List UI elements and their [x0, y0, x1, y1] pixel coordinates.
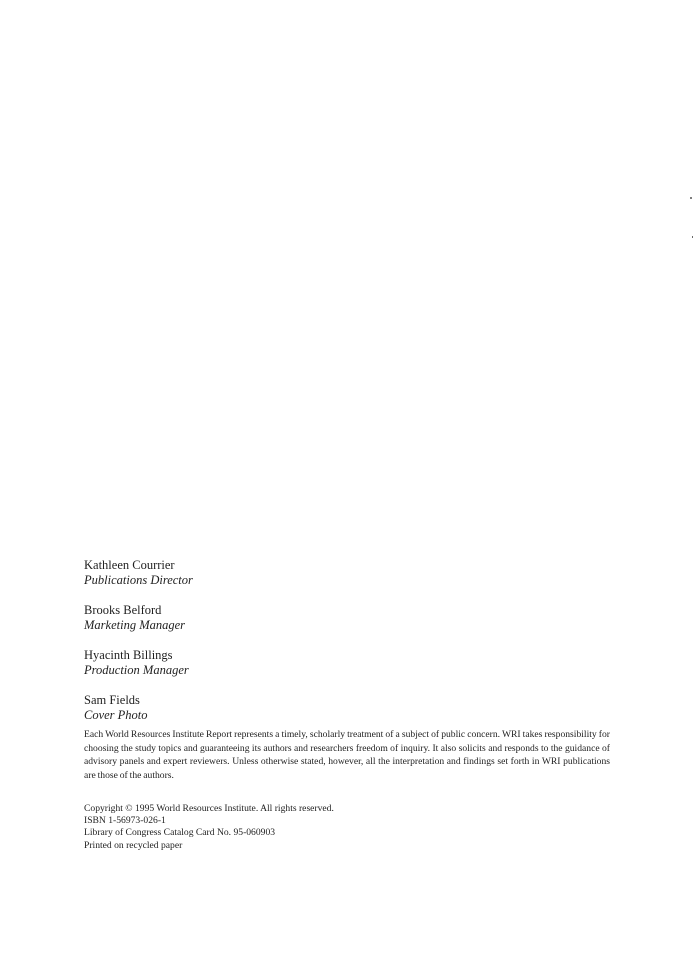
credit-entry: [84, 648, 484, 678]
disclaimer-paragraph: Each World Resources Institute Report represents a timely, scholarly treatment of a subject of public concern. WRI takes responsibility for choosing the study topics and guaranteeing its authors and researchers freedom of inquiry. It also solicits and responds to the guidance of advisory panels and expert reviewers. Unless otherwise stated, however, all the interpretation and findings set forth in WRI publications are those of the authors.: [84, 729, 610, 781]
credit-role: Publications Director: [84, 573, 193, 587]
credit-name: Hyacinth Billings: [84, 648, 173, 662]
catalog-card-line: Library of Congress Catalog Card No. 95-060903: [84, 827, 276, 839]
credit-role: Cover Photo: [84, 708, 148, 722]
credit-role: Marketing Manager: [84, 618, 186, 632]
credit-name: Sam Fields: [84, 693, 140, 707]
credit-name: Kathleen Courrier: [84, 558, 175, 572]
recycled-paper-line: Printed on recycled paper: [84, 839, 183, 851]
credit-role: Production Manager: [84, 663, 189, 677]
scan-speck: [692, 236, 693, 238]
credit-entry: [84, 693, 484, 723]
copyright-notice: Copyright © 1995 World Resources Institute. All rights reserved.: [84, 803, 334, 814]
isbn-line: ISBN 1-56973-026-1: [84, 815, 166, 827]
staff-credits: [84, 558, 484, 738]
credit-entry: [84, 603, 484, 633]
scan-speck: [690, 197, 692, 199]
copyright-block: [84, 803, 484, 852]
credit-name: Brooks Belford: [84, 603, 162, 617]
credit-entry: [84, 558, 484, 588]
